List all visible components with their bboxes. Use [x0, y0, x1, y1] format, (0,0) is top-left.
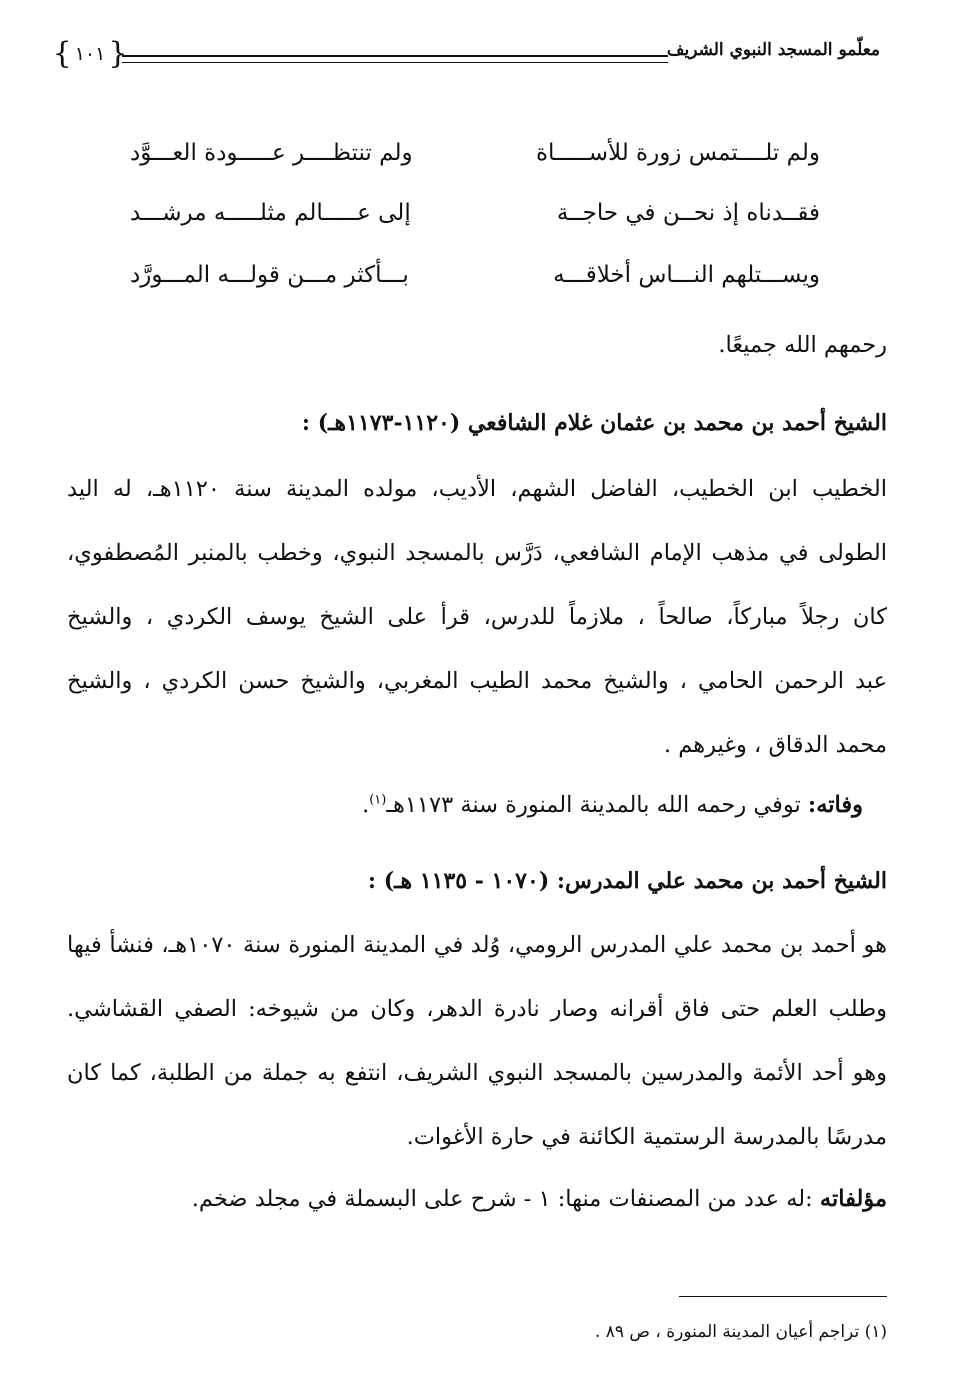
footnote: (١) تراجم أعيان المدينة المنورة ، ص ٨٩ .: [594, 1322, 887, 1342]
poem-verse: [130, 200, 820, 240]
paragraph-line: وهو أحد الأئمة والمدرسين بالمسجد النبوي الشريف، انتفع به جملة من الطلبة، كما كان: [67, 1060, 887, 1086]
works-text: :له عدد من المصنفات منها: ١ - شرح على البسملة في مجلد ضخم.: [191, 1186, 820, 1212]
section-heading: الشيخ أحمد بن محمد بن عثمان غلام الشافعي (١١٢٠-١١٧٣هـ) :: [301, 410, 887, 436]
paragraph-line: عبد الرحمن الحامي ، والشيخ محمد الطيب المغربي، والشيخ حسن الكردي ، والشيخ: [67, 668, 887, 694]
page-header: [52, 36, 880, 76]
after-poem-text: رحمهم الله جميعًا.: [718, 332, 887, 358]
paragraph-line: كان رجلاً مباركاً، صالحاً ، ملازماً للدرس، قرأ على الشيخ يوسف الكردي ، والشيخ: [67, 604, 887, 630]
poem-verse: [130, 140, 820, 180]
header-rule: [122, 55, 668, 63]
bracket-icon: }: [52, 36, 72, 71]
works-label: مؤلفاته: [819, 1186, 887, 1212]
death-text: توفي رحمه الله بالمدينة المنورة سنة ١١٧٣هـ: [386, 792, 808, 818]
section-heading: الشيخ أحمد بن محمد علي المدرس: (١٠٧٠ - ١١٣٥ هـ) :: [367, 868, 887, 894]
bracket-icon: {: [108, 36, 128, 71]
page-number: [52, 36, 128, 72]
poem-verse: [130, 262, 820, 302]
paragraph-line: الخطيب ابن الخطيب، الفاضل الشهم، الأديب، مولده المدينة سنة ١١٢٠هـ، له اليد: [67, 476, 887, 502]
running-title: معلّمو المسجد النبوي الشريف: [666, 40, 880, 60]
death-end: .: [362, 792, 370, 818]
poem-hemistich-second: بـــأكثر مـــن قولـــه المـــورَّد: [130, 262, 409, 288]
death-line: [67, 792, 863, 818]
paragraph-line: وطلب العلم حتى فاق أقرانه وصار نادرة الدهر، وكان من شيوخه: الصفي القشاشي.: [67, 996, 887, 1022]
footnote-ref: (١): [369, 792, 387, 808]
paragraph-line: محمد الدقاق ، وغيرهم .: [663, 732, 887, 758]
poem-hemistich-second: إلى عـــــالم مثلـــــه مرشـــد: [130, 200, 411, 226]
footnote-rule: [679, 1296, 887, 1297]
poem-hemistich-first: فقــدناه إذ نحــن في حاجــة: [556, 200, 820, 226]
paragraph-line: الطولى في مذهب الإمام الشافعي، دَرَّس بالمسجد النبوي، وخطب بالمنبر المُصطفوي،: [67, 540, 887, 566]
poem-hemistich-second: ولم تنتظــــر عـــــودة العـــوَّد: [130, 140, 413, 166]
paragraph-line: هو أحمد بن محمد علي المدرس الرومي، وُلد في المدينة المنورة سنة ١٠٧٠هـ، فنشأ فيها: [67, 932, 887, 958]
works-line: [67, 1186, 887, 1212]
page-number-value: ١٠١: [74, 43, 106, 65]
paragraph-line: مدرسًا بالمدرسة الرستمية الكائنة في حارة الأغوات.: [406, 1124, 887, 1150]
poem-hemistich-first: ولم تلــــتمس زورة للأســـــاة: [535, 140, 820, 166]
death-label: وفاته:: [807, 792, 863, 818]
poem-hemistich-first: ويســـتلهم النـــاس أخلاقـــه: [553, 262, 820, 288]
